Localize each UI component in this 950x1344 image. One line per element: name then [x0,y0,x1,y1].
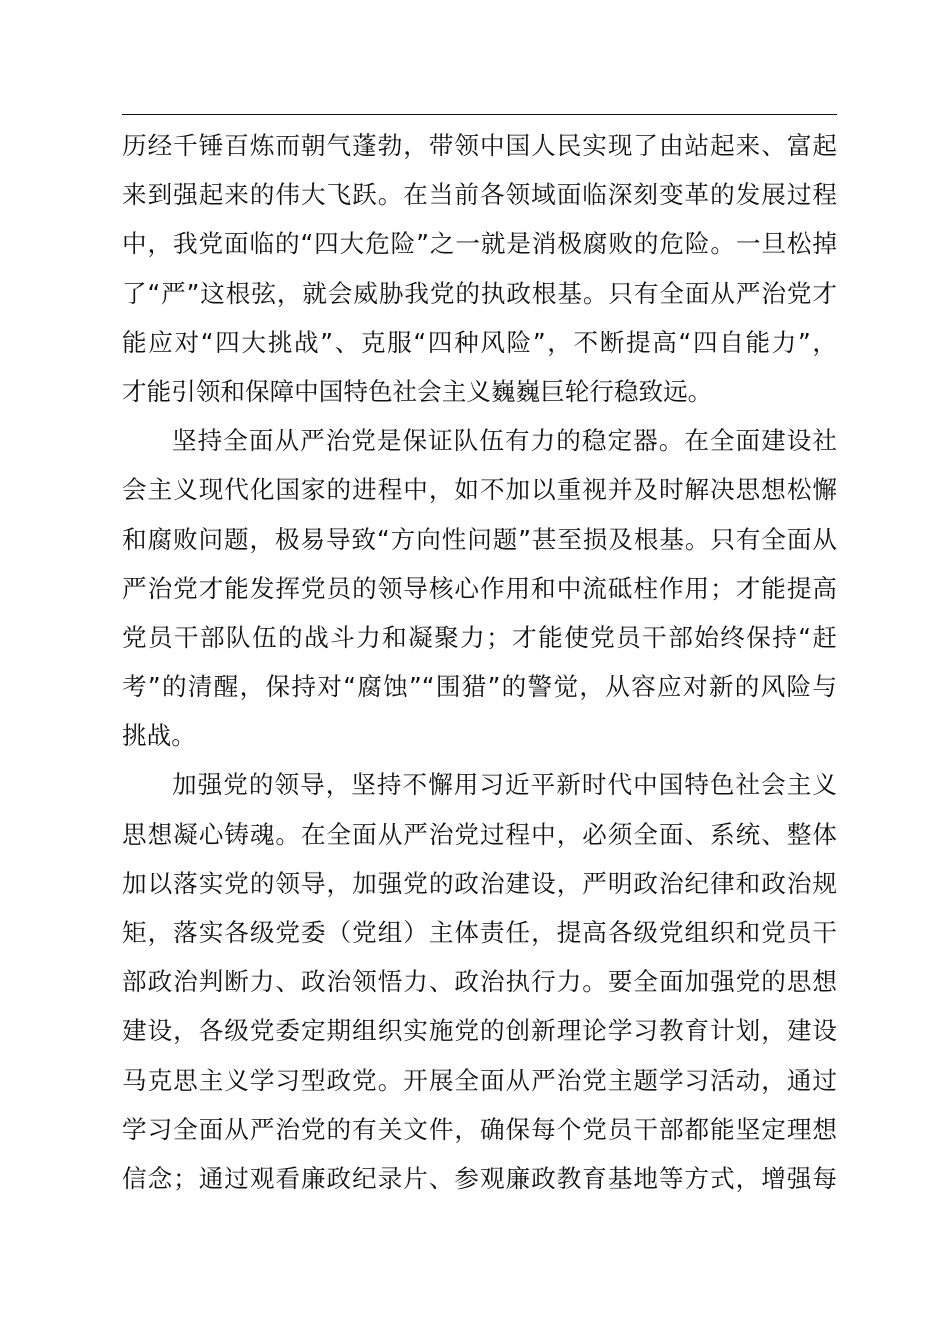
text-line: 矩，落实各级党委（党组）主体责任，提高各级党组织和党员干 [122,918,837,947]
text-line: 加以落实党的领导，加强党的政治建设，严明政治纪律和政治规 [122,868,837,898]
text-line: 建设，各级党委定期组织实施党的创新理论学习教育计划，建设 [122,1016,837,1046]
text-line: 了“严”这根弦，就会威胁我党的执政根基。只有全面从严治党才 [122,278,837,308]
text-line: 能应对“四大挑战”、克服“四种风险”，不断提高“四自能力”， [122,327,837,357]
paragraph-first-line: 加强党的领导，坚持不懈用习近平新时代中国特色社会主义 [172,770,837,800]
paragraph-first-line: 坚持全面从严治党是保证队伍有力的稳定器。在全面建设社 [172,426,837,456]
text-line: 马克思主义学习型政党。开展全面从严治党主题学习活动，通过 [122,1065,837,1095]
text-line: 党员干部队伍的战斗力和凝聚力；才能使党员干部始终保持“赶 [122,622,837,652]
text-line: 部政治判断力、政治领悟力、政治执行力。要全面加强党的思想 [122,967,837,997]
text-line: 才能引领和保障中国特色社会主义巍巍巨轮行稳致远。 [122,376,713,406]
body-text [122,121,837,1203]
text-line: 历经千锤百炼而朝气蓬勃，带领中国人民实现了由站起来、富起 [122,131,837,160]
text-line: 考”的清醒，保持对“腐蚀”“围猎”的警觉，从容应对新的风险与 [122,672,837,702]
header-rule [122,114,837,115]
text-line: 中，我党面临的“四大危险”之一就是消极腐败的危险。一旦松掉 [122,229,837,259]
text-line: 学习全面从严治党的有关文件，确保每个党员干部都能坚定理想 [122,1114,837,1144]
text-line: 信念；通过观看廉政纪录片、参观廉政教育基地等方式，增强每 [122,1163,837,1193]
text-line: 来到强起来的伟大飞跃。在当前各领域面临深刻变革的发展过程 [122,180,837,210]
text-line: 挑战。 [122,721,196,751]
text-line: 严治党才能发挥党员的领导核心作用和中流砥柱作用；才能提高 [122,573,837,603]
text-line: 和腐败问题，极易导致“方向性问题”甚至损及根基。只有全面从 [122,524,837,554]
text-line: 会主义现代化国家的进程中，如不加以重视并及时解决思想松懈 [122,475,837,505]
text-line: 思想凝心铸魂。在全面从严治党过程中，必须全面、系统、整体 [122,819,837,849]
